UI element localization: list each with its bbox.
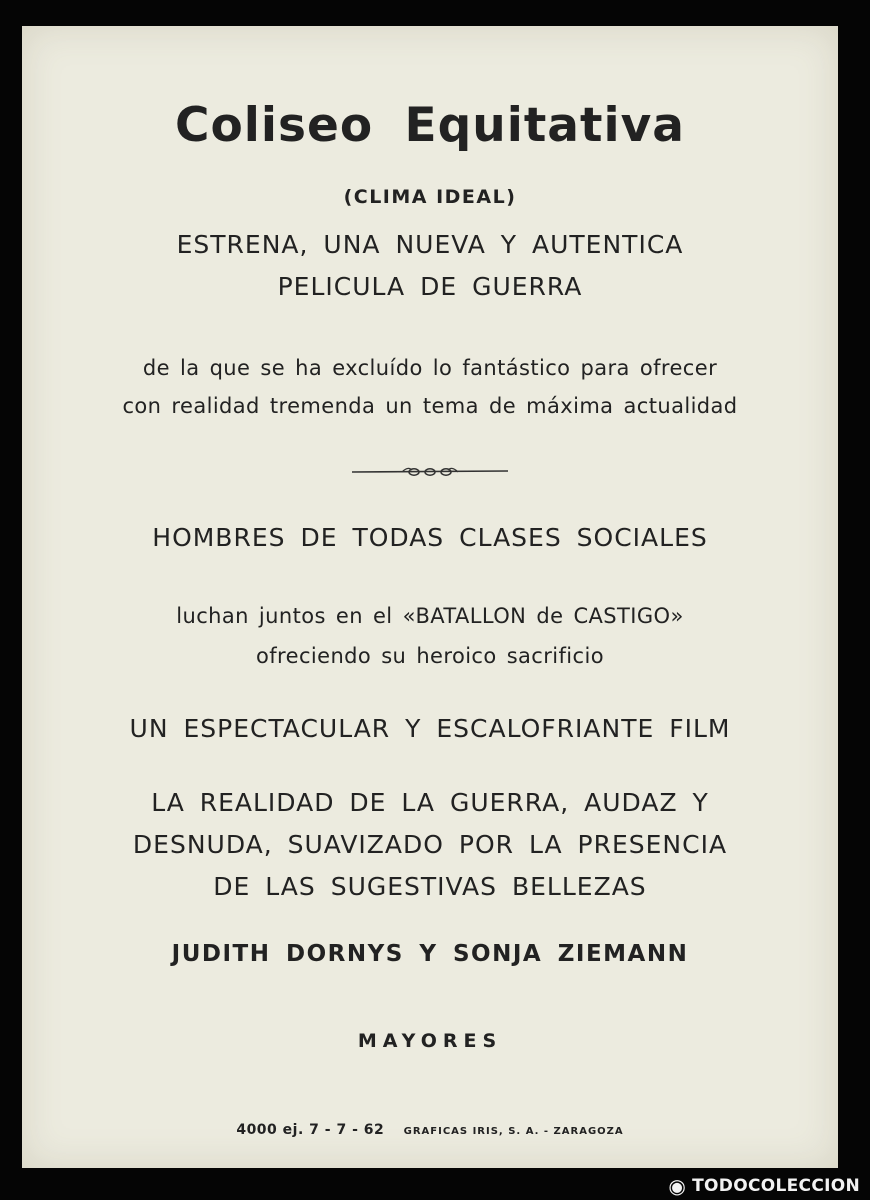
flyer-title: Coliseo Equitativa	[175, 98, 685, 153]
tc-logo-icon: ◉	[668, 1174, 687, 1198]
lead-line-2: PELICULA DE GUERRA	[277, 272, 583, 301]
age-rating: MAYORES	[357, 1030, 503, 1052]
ornament-divider	[352, 464, 508, 480]
printer-credit: GRAFICAS IRIS, S. A. - ZARAGOZA	[403, 1126, 624, 1137]
print-run: 4000 ej. 7 - 7 - 62	[236, 1122, 385, 1138]
battalion-line-2: ofreciendo su heroico sacrificio	[256, 644, 604, 668]
film-line: UN ESPECTACULAR Y ESCALOFRIANTE FILM	[129, 714, 731, 743]
flyer-subtitle: (CLIMA IDEAL)	[343, 186, 517, 208]
description-line-2: con realidad tremenda un tema de máxima actualidad	[122, 394, 738, 418]
flyer-sheet	[22, 26, 838, 1168]
lead-line-1: ESTRENA, UNA NUEVA Y AUTENTICA	[176, 230, 684, 259]
reality-line-2: DESNUDA, SUAVIZADO POR LA PRESENCIA	[132, 830, 728, 859]
starring-line: JUDITH DORNYS Y SONJA ZIEMANN	[171, 941, 689, 967]
todocoleccion-watermark	[668, 1174, 860, 1198]
print-footer	[22, 1122, 838, 1138]
battalion-line-1: luchan juntos en el «BATALLON de CASTIGO»	[176, 604, 684, 628]
watermark-text: TODOCOLECCION	[692, 1176, 860, 1196]
men-line: HOMBRES DE TODAS CLASES SOCIALES	[152, 523, 708, 552]
description-line-1: de la que se ha excluído lo fantástico para ofrecer	[142, 356, 718, 380]
reality-line-3: DE LAS SUGESTIVAS BELLEZAS	[213, 872, 647, 901]
reality-line-1: LA REALIDAD DE LA GUERRA, AUDAZ Y	[151, 788, 709, 817]
